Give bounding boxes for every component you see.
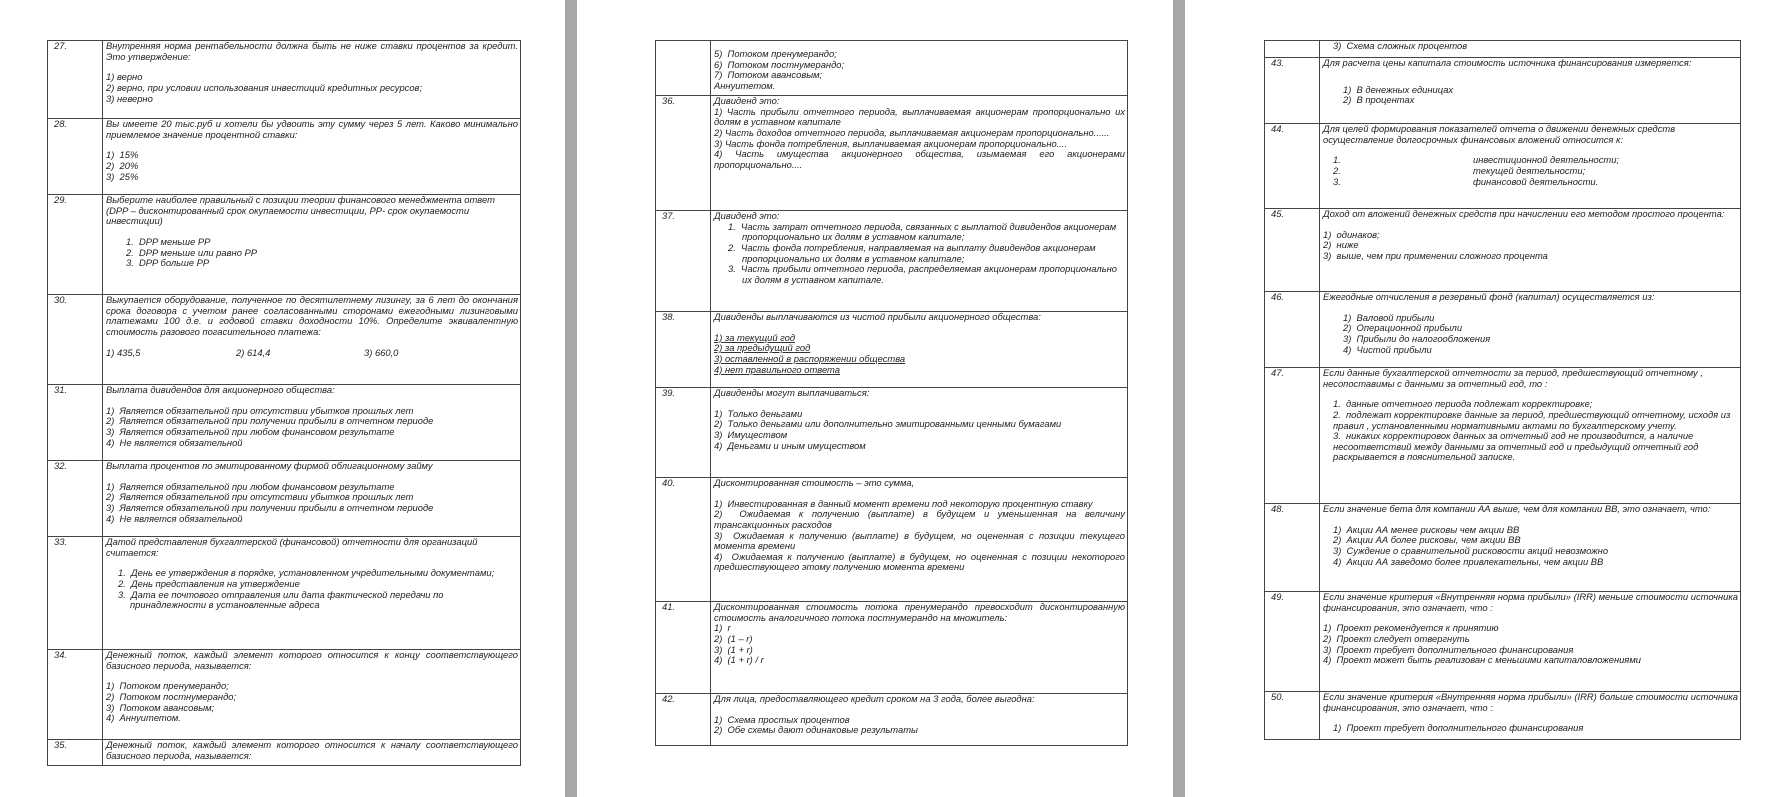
- question-cell: [711, 478, 1128, 602]
- question-number: 27.: [48, 41, 103, 119]
- answer-option: 4) Часть имущества акционерного общества, изымаемая его акционерами пропорционально....: [714, 148, 1128, 170]
- answer-option: 3) Является обязательной при получении прибыли в отчетном периоде: [106, 501, 434, 513]
- answer-option: 3) Проект требует дополнительного финансирования: [1323, 643, 1574, 655]
- question-text: Дивиденд это:: [714, 95, 780, 106]
- answer-option: 4) Деньгами и иным имуществом: [714, 439, 866, 451]
- question-text: Дисконтированная стоимость – это сумма,: [714, 477, 915, 488]
- answer-options-row: [1323, 177, 1738, 188]
- answer-option: 3) неверно: [106, 92, 153, 104]
- question-cell: [1320, 692, 1741, 740]
- table-row: [1265, 58, 1741, 124]
- question-text: Денежный поток, каждый элемент которого относится к началу соответствующего базисного периода, называется:: [106, 739, 521, 761]
- answer-option: 3) (1 + r): [714, 643, 753, 655]
- answer-option: 3) Потоком авансовым;: [106, 701, 215, 713]
- question-cell: [1320, 368, 1741, 504]
- answer-option: текущей деятельности;: [1473, 164, 1586, 176]
- question-number: 34.: [48, 650, 103, 740]
- answer-option: 2.: [1333, 164, 1341, 176]
- table-row: [656, 312, 1128, 388]
- answer-option: 1) 15%: [106, 149, 139, 161]
- answer-option: 1.: [1333, 154, 1341, 166]
- question-number: 37.: [656, 211, 711, 312]
- question-text: Выплата процентов по эмитированному фирмой облигационному займу: [106, 460, 433, 471]
- table-row: [656, 41, 1128, 96]
- table-row: [656, 478, 1128, 602]
- table-row: [1265, 292, 1741, 368]
- answer-option: 1. DPP меньше PP: [126, 235, 211, 247]
- answer-option: 4) Не является обязательной: [106, 436, 243, 448]
- table-row: [1265, 41, 1741, 58]
- answer-option: 2) Часть доходов отчетного периода, выплачиваемая акционерам пропорционально......: [714, 126, 1110, 138]
- question-text: Доход от вложений денежных средств при начислении его методом простого процента:: [1323, 208, 1725, 219]
- table-row: [1265, 504, 1741, 592]
- answer-option: 4) Аннуитетом.: [106, 712, 181, 724]
- answer-option: 2) 614,4: [236, 346, 271, 358]
- question-table-page-3: [1264, 40, 1741, 740]
- answer-option: 3. никаких корректировок данных за отчетный год не производится, а наличие несоответствий между данными за отчетный год и предыдущий отчетный год раскрывается в пояснительной записке.: [1333, 430, 1701, 463]
- answer-option: 1) Инвестированная в данный момент времени под некоторую процентную ставку: [714, 497, 1093, 509]
- answer-option: 3) Ожидаемая к получению (выплате) в будущем, но оцененная с позиции текущего момента времени: [714, 529, 1128, 552]
- answer-option: 3) Прибыли до налогообложения: [1343, 332, 1491, 344]
- question-cell: [711, 96, 1128, 211]
- question-cell: [1320, 292, 1741, 368]
- answer-option: 2) верно, при условии использования инвестиций кредитных ресурсов;: [106, 81, 423, 93]
- document-page-3: [1185, 0, 1765, 797]
- question-cell: [1320, 209, 1741, 292]
- question-text: Вы имеете 20 тыс.руб и хотели бы удвоить эту сумму через 5 лет. Каково минимально приемлемое значение процентной ставки:: [106, 118, 521, 140]
- question-cell: [1320, 124, 1741, 209]
- answer-option: 4) Не является обязательной: [106, 512, 243, 524]
- question-number: 33.: [48, 537, 103, 650]
- table-row: [48, 195, 521, 295]
- question-number: 39.: [656, 388, 711, 478]
- table-row: [1265, 124, 1741, 209]
- question-cell: [103, 195, 521, 295]
- question-cell: [103, 295, 521, 385]
- answer-option: 2) Является обязательной при получении прибыли в отчетном периоде: [106, 415, 434, 427]
- question-text: Если значение критерия «Внутренняя норма прибыли» (IRR) меньше стоимости источника финансирования, это означает, что :: [1323, 591, 1741, 613]
- answer-option: 2) Потоком постнумерандо;: [106, 690, 237, 702]
- question-number: 47.: [1265, 368, 1320, 504]
- table-row: [48, 461, 521, 537]
- question-text: Выплата дивидендов для акционерного общества:: [106, 384, 335, 395]
- question-text: Для расчета цены капитала стоимость источника финансирования измеряется:: [1323, 57, 1692, 68]
- answer-option: 2. подлежат корректировке данные за период, предшествующий отчетному, исходя из правил , установленными нормативными актами по бухгалтерскому учету.: [1333, 408, 1733, 431]
- answer-option: 3) выше, чем при применении сложного процента: [1323, 249, 1548, 261]
- table-row: [48, 537, 521, 650]
- answer-option: 3. DPP больше PP: [126, 257, 210, 269]
- table-row: [48, 295, 521, 385]
- question-table-page-2: [655, 40, 1128, 746]
- answer-option: 4) нет правильного ответа: [714, 363, 840, 375]
- question-text: Датой представления бухгалтерской (финансовой) отчетности для организаций считается:: [106, 536, 481, 558]
- answer-option: 2) Проект следует отвергнуть: [1323, 632, 1470, 644]
- answer-option: 3) Часть фонда потребления, выплачиваемая акционерам пропорционально....: [714, 137, 1068, 149]
- question-number: 42.: [656, 694, 711, 746]
- page-gap-right: [1173, 0, 1185, 797]
- question-cell: [711, 41, 1128, 96]
- answer-option: финансовой деятельности.: [1473, 175, 1599, 187]
- question-text: Ежегодные отчисления в резервный фонд (капитал) осуществляется из:: [1323, 291, 1655, 302]
- table-row: [656, 96, 1128, 211]
- answer-option: 1) Схема простых процентов: [714, 713, 850, 725]
- answer-option: 7) Потоком авансовым;: [714, 69, 823, 81]
- answer-option: 1) Является обязательной при отсутствии убытков прошлых лет: [106, 404, 414, 416]
- answer-option: 3) 25%: [106, 170, 139, 182]
- answer-option: 2) Является обязательной при отсутствии убытков прошлых лет: [106, 491, 414, 503]
- question-number: 30.: [48, 295, 103, 385]
- answer-option: 3) Имуществом: [714, 428, 788, 440]
- answer-option: 4) Акции АА заведомо более привлекательны, чем акции ВВ: [1333, 555, 1604, 567]
- table-row: [656, 211, 1128, 312]
- table-row: [656, 602, 1128, 694]
- answer-option: 1) Валовой прибыли: [1343, 311, 1435, 323]
- question-cell: [1320, 504, 1741, 592]
- answer-option: 1. Часть затрат отчетного периода, связанных с выплатой дивидендов акционерам пропорционально их долям в уставном капитале;: [728, 220, 1119, 243]
- answer-option: 6) Потоком постнумерандо;: [714, 58, 845, 70]
- answer-option: 1) за текущий год: [714, 331, 796, 343]
- question-cell: [103, 650, 521, 740]
- question-text: Если значение критерия «Внутренняя норма прибыли» (IRR) больше стоимости источника финансирования, это означает, что :: [1323, 691, 1741, 713]
- question-cell: [103, 41, 521, 119]
- question-text: Если значение бета для компании АА выше, чем для компании ВВ, это означает, что:: [1323, 503, 1711, 514]
- table-row: [1265, 692, 1741, 740]
- answer-option: 1) верно: [106, 71, 143, 83]
- question-text: Внутренняя норма рентабельности должна быть не ниже ставки процентов за кредит. Это утверждение:: [106, 40, 521, 62]
- answer-option: 5) Потоком пренумерандо;: [714, 48, 837, 59]
- question-number: [1265, 41, 1320, 58]
- question-number: 35.: [48, 740, 103, 766]
- answer-option: 1) Только деньгами: [714, 407, 803, 419]
- question-number: 46.: [1265, 292, 1320, 368]
- answer-option: 2) Ожидаемая к получению (выплате) в будущем и уменьшенная на величину трансакционных расходов: [714, 508, 1128, 530]
- question-text: Если данные бухгалтерской отчетности за период, предшествующий отчетному , несопоставимы с данными за отчетный год, то :: [1323, 367, 1706, 389]
- question-text: Дивиденд это:: [714, 210, 780, 221]
- answer-option: инвестиционной деятельности;: [1473, 154, 1620, 166]
- answer-option: 2) 20%: [106, 159, 139, 171]
- answer-option: 3. Часть прибыли отчетного периода, распределяемая акционерам пропорционально их долям в уставном капитале.: [728, 263, 1120, 285]
- answer-option: 1) одинаков;: [1323, 228, 1380, 240]
- answer-option: 1) 435,5: [106, 346, 141, 358]
- question-cell: [711, 694, 1128, 746]
- answer-option: 1) В денежных единицах: [1343, 83, 1454, 95]
- table-row: [48, 41, 521, 119]
- question-number: 48.: [1265, 504, 1320, 592]
- question-cell: [711, 388, 1128, 478]
- question-cell: [103, 461, 521, 537]
- table-row: [48, 740, 521, 766]
- answer-option: 1) Является обязательной при любом финансовом результате: [106, 480, 395, 492]
- table-row: [656, 694, 1128, 746]
- answer-option: 2) Обе схемы дают одинаковые результаты: [714, 724, 918, 736]
- question-number: 44.: [1265, 124, 1320, 209]
- question-cell: [711, 312, 1128, 388]
- answer-option: 1. День ее утверждения в порядке, установленном учредительными документами;: [118, 567, 495, 579]
- answer-option: 3. Дата ее почтового отправления или дата фактической передачи по принадлежности в установленные адреса: [118, 588, 447, 611]
- answer-option: 2. Часть фонда потребления, направляемая на выплату дивидендов акционерам пропорционально их долям в уставном капитале;: [728, 241, 1099, 264]
- answer-option: 2) Операционной прибыли: [1343, 322, 1463, 334]
- answer-option: Аннуитетом.: [714, 79, 776, 91]
- answer-option: 1) Часть прибыли отчетного периода, выплачиваемая акционерам пропорционально их долям в уставном капитале: [714, 105, 1128, 128]
- answer-option: 4) Проект может быть реализован с меньшими капиталовложениями: [1323, 654, 1641, 666]
- answer-option: 2. DPP меньше или равно PP: [126, 246, 258, 258]
- answer-option: 1) Проект требует дополнительного финансирования: [1333, 722, 1584, 734]
- answer-options-row: [106, 348, 518, 359]
- question-number: 29.: [48, 195, 103, 295]
- answer-option: 2) за предыдущий год: [714, 342, 811, 354]
- question-number: 31.: [48, 385, 103, 461]
- answer-option: 3) оставленной в распоряжении общества: [714, 352, 906, 364]
- document-page-2: [577, 0, 1173, 797]
- answer-option: 4) Ожидаемая к получению (выплате) в будущем, но оцененная с позиции некоторого предшествующего этому получению момента времени: [714, 550, 1128, 573]
- table-row: [1265, 368, 1741, 504]
- page-gap-left: [565, 0, 577, 797]
- question-number: 49.: [1265, 592, 1320, 692]
- table-row: [48, 650, 521, 740]
- question-cell: [1320, 592, 1741, 692]
- table-row: [48, 119, 521, 195]
- answer-option: 1) r: [714, 622, 731, 634]
- question-number: [656, 41, 711, 96]
- question-number: 50.: [1265, 692, 1320, 740]
- question-text: Для целей формирования показателей отчета о движении денежных средств осуществление долгосрочных финансовых вложений относится к:: [1323, 123, 1678, 145]
- table-row: [656, 388, 1128, 478]
- answer-option: 2) Только деньгами или дополнительно эмитированными ценными бумагами: [714, 418, 1062, 430]
- question-number: 32.: [48, 461, 103, 537]
- question-text: Денежный поток, каждый элемент которого относится к концу соответствующего базисного периода, называется:: [106, 649, 521, 671]
- answer-option: 4) Чистой прибыли: [1343, 343, 1432, 355]
- question-number: 40.: [656, 478, 711, 602]
- answer-option: 1. данные отчетного периода подлежат корректировке;: [1333, 398, 1593, 410]
- answer-option: 3) Является обязательной при любом финансовом результате: [106, 425, 395, 437]
- table-row: [1265, 209, 1741, 292]
- question-cell: [103, 385, 521, 461]
- question-number: 45.: [1265, 209, 1320, 292]
- answer-option: 4) (1 + r) / r: [714, 654, 764, 666]
- question-number: 28.: [48, 119, 103, 195]
- question-number: 38.: [656, 312, 711, 388]
- table-row: [1265, 592, 1741, 692]
- answer-option: 1) Проект рекомендуется к принятию: [1323, 622, 1499, 634]
- table-row: [48, 385, 521, 461]
- document-page-1: [0, 0, 565, 797]
- question-cell: [1320, 41, 1741, 58]
- question-text: Дивиденды могут выплачиваться:: [714, 387, 870, 398]
- answer-option: 2) (1 – r): [714, 632, 753, 644]
- question-cell: [103, 537, 521, 650]
- answer-option: 2) ниже: [1323, 239, 1359, 251]
- question-table-page-1: [47, 40, 521, 766]
- question-number: 43.: [1265, 58, 1320, 124]
- answer-option: 2) В процентах: [1343, 94, 1415, 106]
- answer-option: 3.: [1333, 175, 1341, 187]
- question-text: Выберите наиболее правильный с позиции теории финансового менеджмента ответ (DPP – дисконтированный срок окупаемости инвестиции, PP- срок окупаемости инвестиции): [106, 194, 498, 227]
- question-text: Для лица, предоставляющего кредит сроком на 3 года, более выгодна:: [714, 693, 1035, 704]
- answer-option: 1) Потоком пренумерандо;: [106, 680, 229, 692]
- question-number: 41.: [656, 602, 711, 694]
- question-text: Дисконтированная стоимость потока пренумерандо превосходит дисконтированную стоимость аналогичного потока постнумерандо на множитель:: [714, 601, 1128, 623]
- question-cell: [711, 602, 1128, 694]
- answer-option: 3) Суждение о сравнительной рисковости акций невозможно: [1333, 544, 1609, 556]
- answer-option: 1) Акции АА менее рисковы чем акции ВВ: [1333, 523, 1520, 535]
- answer-option: 3) 660,0: [364, 346, 399, 358]
- answer-option: 3) Схема сложных процентов: [1333, 40, 1468, 51]
- answer-option: 2) Акции АА более рисковы, чем акции ВВ: [1333, 534, 1521, 546]
- question-cell: [1320, 58, 1741, 124]
- question-number: 36.: [656, 96, 711, 211]
- answer-option: 2. День представления на утверждение: [118, 577, 300, 589]
- question-cell: [103, 119, 521, 195]
- question-text: Дивиденды выплачиваются из чистой прибыли акционерного общества:: [714, 311, 1041, 322]
- question-text: Выкупается оборудование, полученное по десятилетнему лизингу, за 6 лет до окончания срока договора с учетом ранее согласованными сторонами ежегодными лизинговыми платежами 100 д.е. и годовой ставки доходности 10%. Определите эквивалентную стоимость разового погасительного платежа:: [106, 294, 521, 337]
- question-cell: [103, 740, 521, 766]
- question-cell: [711, 211, 1128, 312]
